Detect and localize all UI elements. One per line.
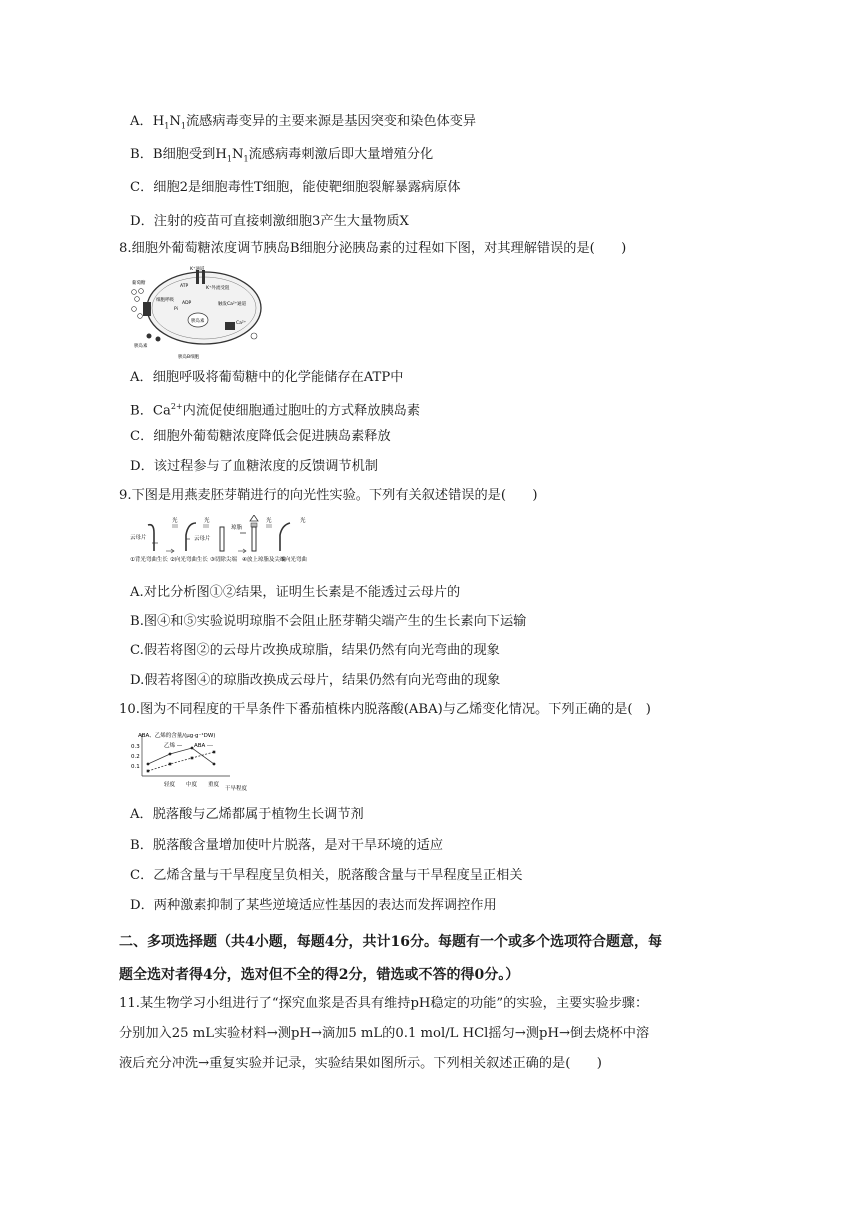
chart-title: ABA、乙烯的含量/(μg·g⁻¹DW): [138, 733, 216, 739]
q10-option-a: A．脱落酸与乙烯都属于植物生长调节剂: [130, 807, 364, 822]
x-tick-label: 重度: [208, 782, 220, 788]
q8-label-k-channel: K⁺通道: [190, 267, 205, 272]
q10-chart: [130, 730, 260, 798]
svg-text:Ca²⁺: Ca²⁺: [236, 321, 247, 326]
y-tick-label: 0.2: [131, 754, 140, 760]
q8-label-glucose: 葡萄糖: [132, 281, 146, 286]
svg-text:③切除尖端: ③切除尖端: [210, 557, 237, 563]
svg-text:光: 光: [300, 518, 306, 524]
svg-text:④放上琼脂及尖端: ④放上琼脂及尖端: [242, 557, 286, 563]
x-tick-label: 轻度: [164, 782, 176, 788]
data-point-aba: [147, 770, 150, 773]
svg-text:⑤向光弯曲: ⑤向光弯曲: [280, 557, 307, 563]
svg-text:ADP: ADP: [182, 301, 192, 306]
data-point-aba: [169, 763, 172, 766]
q9-stem: 9.下图是用燕麦胚芽鞘进行的向光性实验。下列有关叙述错误的是( ): [119, 488, 538, 503]
svg-text:云母片: 云母片: [194, 536, 211, 542]
legend-aba: ABA ---: [194, 743, 214, 749]
x-axis-label: 干旱程度: [225, 786, 248, 792]
svg-text:细胞呼吸: 细胞呼吸: [156, 298, 174, 303]
svg-text:ATP: ATP: [180, 284, 189, 289]
series-line-aba: [148, 752, 214, 771]
q10-option-c: C．乙烯含量与干旱程度呈负相关，脱落酸含量与干旱程度呈正相关: [130, 868, 523, 883]
section2-heading-line2: 题全选对者得4分，选对但不全的得2分，错选或不答的得0分。）: [119, 967, 520, 983]
svg-text:光: 光: [204, 518, 210, 524]
section2-heading-line1: 二、多项选择题（共4小题，每题4分，共计16分。每题有一个或多个选项符合题意，每: [119, 934, 662, 950]
q7-option-b: B．B细胞受到$H_1N_1$流感病毒刺激后即大量增殖分化: [130, 147, 434, 164]
q8-stem: 8.细胞外葡萄糖浓度调节胰岛B细胞分泌胰岛素的过程如下图，对其理解错误的是( ): [119, 241, 627, 256]
x-tick-label: 中度: [186, 782, 198, 788]
svg-text:云母片: 云母片: [130, 535, 147, 541]
svg-text:胰岛素: 胰岛素: [134, 344, 148, 349]
series-line-ethylene: [148, 748, 214, 764]
q8-option-a: A．细胞呼吸将葡萄糖中的化学能储存在ATP中: [130, 370, 404, 385]
data-point-aba: [213, 751, 216, 754]
q7-option-c: C．细胞2是细胞毒性T细胞，能使靶细胞裂解暴露病原体: [130, 180, 461, 195]
svg-text:触发Ca²⁺通道: 触发Ca²⁺通道: [218, 302, 247, 307]
q9-option-c: C.假若将图②的云母片改换成琼脂，结果仍然有向光弯曲的现象: [130, 643, 500, 658]
svg-text:光: 光: [266, 518, 272, 524]
data-point-aba: [191, 757, 194, 760]
q10-stem: 10.图为不同程度的干旱条件下番茄植株内脱落酸(ABA)与乙烯变化情况。下列正确的是( ): [119, 702, 651, 717]
q7-option-a: A．$H_1N_1$流感病毒变异的主要来源是基因突变和染色体变异: [130, 114, 477, 131]
data-point-ethylene: [191, 747, 194, 750]
q11-stem-line3: 液后充分冲洗→重复实验并记录，实验结果如图所示。下列相关叙述正确的是( ): [119, 1056, 602, 1071]
q8-label-cell: 胰岛B细胞: [178, 355, 200, 360]
data-point-ethylene: [169, 753, 172, 756]
data-point-ethylene: [213, 763, 216, 766]
svg-text:光: 光: [172, 518, 178, 524]
q8-option-b: B．$Ca^{2+}$内流促使细胞通过胞吐的方式释放胰岛素: [130, 402, 421, 419]
q8-islet-cell-figure: [130, 264, 265, 364]
svg-text:②向光弯曲生长: ②向光弯曲生长: [170, 557, 208, 563]
data-point-ethylene: [147, 763, 150, 766]
y-tick-label: 0.3: [131, 744, 140, 750]
svg-text:K⁺外流受阻: K⁺外流受阻: [206, 286, 230, 291]
svg-text:Pi: Pi: [174, 307, 178, 312]
q8-option-d: D．该过程参与了血糖浓度的反馈调节机制: [130, 459, 378, 474]
q11-stem-line1: 11.某生物学习小组进行了“探究血浆是否具有维持pH稳定的功能”的实验，主要实验步骤：: [119, 996, 649, 1011]
q9-coleoptile-figure: [130, 515, 312, 575]
q9-option-a: A.对比分析图①②结果，证明生长素是不能透过云母片的: [130, 585, 461, 600]
legend-ethylene: 乙烯 —: [164, 743, 183, 749]
q8-option-c: C．细胞外葡萄糖浓度降低会促进胰岛素释放: [130, 429, 391, 444]
q10-option-d: D．两种激素抑制了某些逆境适应性基因的表达而发挥调控作用: [130, 898, 497, 913]
q10-option-b: B．脱落酸含量增加使叶片脱落，是对干旱环境的适应: [130, 838, 444, 853]
q9-option-b: B.图④和⑤实验说明琼脂不会阻止胚芽鞘尖端产生的生长素向下运输: [130, 614, 527, 629]
svg-text:①背光弯曲生长: ①背光弯曲生长: [130, 557, 168, 563]
svg-text:琼脂: 琼脂: [231, 525, 243, 531]
q9-option-d: D.假若将图④的琼脂改换成云母片，结果仍然有向光弯曲的现象: [130, 673, 501, 688]
y-tick-label: 0.1: [131, 764, 140, 770]
q11-stem-line2: 分别加入25 mL实验材料→测pH→滴加5 mL的0.1 mol/L HCl摇匀→测pH→倒去烧杯中溶: [119, 1026, 650, 1041]
q7-option-d: D．注射的疫苗可直接刺激细胞3产生大量物质X: [130, 214, 409, 229]
svg-text:胰岛素: 胰岛素: [191, 319, 205, 324]
